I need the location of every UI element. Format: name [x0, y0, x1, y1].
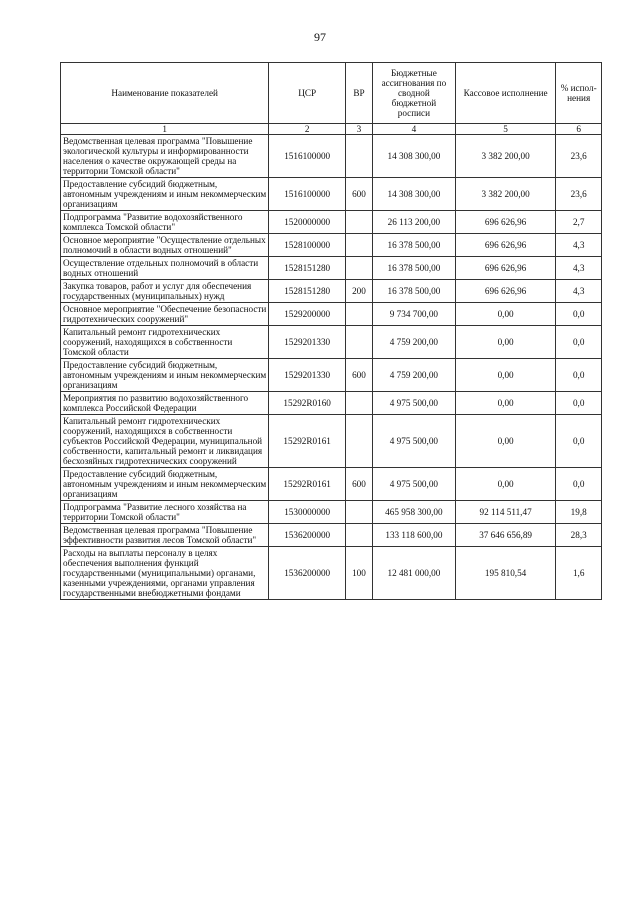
row-csr: 1528100000	[269, 234, 346, 257]
row-vr: 100	[346, 547, 373, 600]
column-number: 6	[556, 124, 602, 135]
header-budget: Бюджетные ассигнования по сводной бюджетной росписи	[372, 63, 455, 124]
header-execution: Кассовое исполнение	[455, 63, 556, 124]
row-budget: 465 958 300,00	[372, 501, 455, 524]
row-name: Капитальный ремонт гидротехнических сооружений, находящихся в собственности Томской области	[61, 326, 269, 359]
row-percent: 4,3	[556, 257, 602, 280]
row-execution: 3 382 200,00	[455, 178, 556, 211]
row-name: Ведомственная целевая программа "Повышение экологической культуры и информированности населения о качестве окружающей среды на территории Томской области"	[61, 135, 269, 178]
row-budget: 4 975 500,00	[372, 415, 455, 468]
row-csr: 1530000000	[269, 501, 346, 524]
row-budget: 14 308 300,00	[372, 135, 455, 178]
row-vr	[346, 303, 373, 326]
row-budget: 16 378 500,00	[372, 234, 455, 257]
row-percent: 0,0	[556, 303, 602, 326]
row-csr: 1529201330	[269, 326, 346, 359]
row-execution: 0,00	[455, 415, 556, 468]
row-vr	[346, 415, 373, 468]
table-body	[61, 135, 602, 600]
row-vr: 600	[346, 468, 373, 501]
row-name: Мероприятия по развитию водохозяйственного комплекса Российской Федерации	[61, 392, 269, 415]
row-percent: 4,3	[556, 280, 602, 303]
budget-execution-table	[60, 62, 602, 600]
row-budget: 12 481 000,00	[372, 547, 455, 600]
row-vr	[346, 135, 373, 178]
row-name: Предоставление субсидий бюджетным, автономным учреждениям и иным некоммерческим организациям	[61, 178, 269, 211]
row-csr: 1536200000	[269, 524, 346, 547]
row-vr	[346, 501, 373, 524]
row-percent: 1,6	[556, 547, 602, 600]
row-execution: 696 626,96	[455, 280, 556, 303]
row-csr: 1528151280	[269, 280, 346, 303]
row-percent: 2,7	[556, 211, 602, 234]
row-execution: 0,00	[455, 392, 556, 415]
header-csr: ЦСР	[269, 63, 346, 124]
row-budget: 16 378 500,00	[372, 257, 455, 280]
column-number: 1	[61, 124, 269, 135]
row-budget: 4 975 500,00	[372, 468, 455, 501]
row-name: Основное мероприятие "Обеспечение безопасности гидротехнических сооружений"	[61, 303, 269, 326]
table-row	[61, 326, 602, 359]
row-budget: 14 308 300,00	[372, 178, 455, 211]
row-budget: 26 113 200,00	[372, 211, 455, 234]
row-vr	[346, 257, 373, 280]
header-percent: % испол-нения	[556, 63, 602, 124]
row-execution: 37 646 656,89	[455, 524, 556, 547]
row-budget: 16 378 500,00	[372, 280, 455, 303]
row-vr: 200	[346, 280, 373, 303]
row-percent: 19,8	[556, 501, 602, 524]
row-csr: 1520000000	[269, 211, 346, 234]
row-percent: 0,0	[556, 359, 602, 392]
table-row	[61, 303, 602, 326]
table-row	[61, 547, 602, 600]
row-csr: 1528151280	[269, 257, 346, 280]
header-name: Наименование показателей	[61, 63, 269, 124]
page-number: 97	[314, 30, 326, 44]
row-name: Расходы на выплаты персоналу в целях обеспечения выполнения функций государственными (муниципальными) органами, казенными учреждениями, органами управления государственными внебюджетными фондами	[61, 547, 269, 600]
row-budget: 133 118 600,00	[372, 524, 455, 547]
row-percent: 0,0	[556, 468, 602, 501]
row-vr	[346, 392, 373, 415]
table-row	[61, 359, 602, 392]
row-name: Основное мероприятие "Осуществление отдельных полномочий в области водных отношений"	[61, 234, 269, 257]
row-name: Подпрограмма "Развитие лесного хозяйства на территории Томской области"	[61, 501, 269, 524]
table-row	[61, 392, 602, 415]
row-vr	[346, 211, 373, 234]
row-name: Ведомственная целевая программа "Повышение эффективности развития лесов Томской области"	[61, 524, 269, 547]
row-budget: 9 734 700,00	[372, 303, 455, 326]
row-execution: 92 114 511,47	[455, 501, 556, 524]
row-percent: 0,0	[556, 392, 602, 415]
table-row	[61, 257, 602, 280]
row-execution: 195 810,54	[455, 547, 556, 600]
row-budget: 4 759 200,00	[372, 359, 455, 392]
row-percent: 23,6	[556, 135, 602, 178]
table-row	[61, 135, 602, 178]
row-csr: 15292R0161	[269, 415, 346, 468]
row-vr: 600	[346, 359, 373, 392]
header-vr: ВР	[346, 63, 373, 124]
row-vr	[346, 234, 373, 257]
table-row	[61, 234, 602, 257]
row-percent: 23,6	[556, 178, 602, 211]
table-row	[61, 524, 602, 547]
row-percent: 4,3	[556, 234, 602, 257]
row-budget: 4 975 500,00	[372, 392, 455, 415]
row-csr: 1536200000	[269, 547, 346, 600]
row-execution: 696 626,96	[455, 211, 556, 234]
column-number: 4	[372, 124, 455, 135]
table-row	[61, 211, 602, 234]
row-name: Капитальный ремонт гидротехнических сооружений, находящихся в собственности субъектов Российской Федерации, муниципальной собственности, капитальный ремонт и ликвидация бесхозяйных гидротехнических сооружений	[61, 415, 269, 468]
row-name: Осуществление отдельных полномочий в области водных отношений	[61, 257, 269, 280]
table-row	[61, 468, 602, 501]
row-execution: 696 626,96	[455, 257, 556, 280]
column-number: 5	[455, 124, 556, 135]
table-row	[61, 280, 602, 303]
row-csr: 1529200000	[269, 303, 346, 326]
column-number: 3	[346, 124, 373, 135]
row-execution: 3 382 200,00	[455, 135, 556, 178]
row-name: Подпрограмма "Развитие водохозяйственного комплекса Томской области"	[61, 211, 269, 234]
row-csr: 1516100000	[269, 178, 346, 211]
row-name: Предоставление субсидий бюджетным, автономным учреждениям и иным некоммерческим организациям	[61, 359, 269, 392]
row-execution: 696 626,96	[455, 234, 556, 257]
row-percent: 0,0	[556, 326, 602, 359]
row-vr	[346, 326, 373, 359]
row-vr	[346, 524, 373, 547]
table-row	[61, 501, 602, 524]
row-csr: 1516100000	[269, 135, 346, 178]
row-execution: 0,00	[455, 468, 556, 501]
row-name: Предоставление субсидий бюджетным, автономным учреждениям и иным некоммерческим организациям	[61, 468, 269, 501]
row-execution: 0,00	[455, 359, 556, 392]
row-percent: 0,0	[556, 415, 602, 468]
table-row	[61, 178, 602, 211]
row-execution: 0,00	[455, 303, 556, 326]
row-budget: 4 759 200,00	[372, 326, 455, 359]
row-percent: 28,3	[556, 524, 602, 547]
row-name: Закупка товаров, работ и услуг для обеспечения государственных (муниципальных) нужд	[61, 280, 269, 303]
column-number: 2	[269, 124, 346, 135]
row-csr: 15292R0161	[269, 468, 346, 501]
column-number-row	[61, 124, 602, 135]
row-csr: 15292R0160	[269, 392, 346, 415]
table-row	[61, 415, 602, 468]
row-vr: 600	[346, 178, 373, 211]
row-execution: 0,00	[455, 326, 556, 359]
header-row	[61, 63, 602, 124]
row-csr: 1529201330	[269, 359, 346, 392]
